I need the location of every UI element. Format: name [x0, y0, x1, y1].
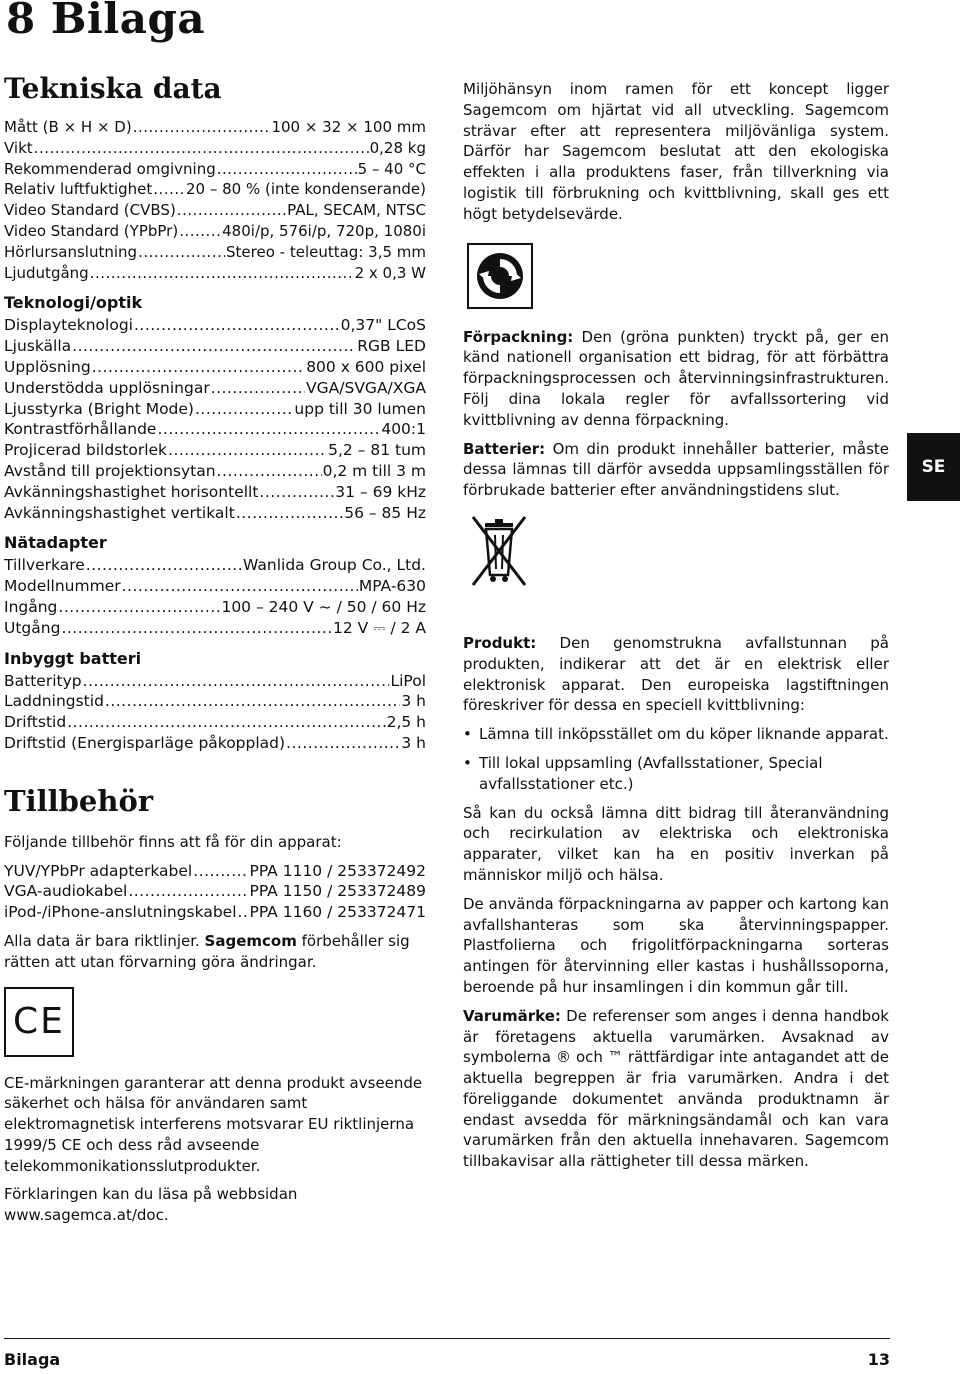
- paper-paragraph: De använda förpackningarna av papper och kartong kan avfallshanteras som ska återvinningspapper. Plastfolierna och frigolitförpackningarna sorteras antingen för återvinning eller kastas i hushållssoporna, beroende på hur insamlingen i din kommun går till.: [463, 894, 889, 996]
- spec-label: Ljudutgång: [4, 263, 89, 282]
- spec-value: Stereo - teleuttag: 3,5 mm: [226, 242, 426, 261]
- spec-label: Avstånd till projektionsytan: [4, 461, 216, 480]
- spec-row: [4, 419, 426, 440]
- spec-value: MPA-630: [358, 577, 426, 596]
- chapter-title: 8 Bilaga: [6, 0, 206, 43]
- product-text: Den genomstrukna avfallstunnan på produkten, indikerar att det är en elektrisk eller elektronisk apparat. Den europeiska lagstiftningen föreskriver för dessa en speciell kvittblivning:: [463, 633, 889, 715]
- spec-label: Understödda upplösningar: [4, 378, 210, 397]
- spec-value: PPA 1160 / 253372471: [249, 903, 426, 922]
- ce-text: CE-märkningen garanterar att denna produkt avseende säkerhet och hälsa för användaren samt elektromagnetisk interferens motsvarar EU riktlinjerna 1999/5 CE och dess råd avseende telekommonikationsslutprodukter.: [4, 1073, 423, 1175]
- packaging-text: Den (gröna punkten) tryckt på, ger en känd nationell organisation ett bidrag, för att förbättra förpackningsprocessen och återvinningsinfrastrukturen. Följ dina lokala regler för avfallssortering vid kvittblivning av denna förpackning.: [463, 327, 889, 429]
- accessories-heading: Tillbehör: [4, 783, 154, 818]
- optics-spec-list: [4, 315, 426, 523]
- crossed-bin-icon: [469, 513, 529, 593]
- spec-row: [4, 378, 426, 399]
- footer-divider: [4, 1338, 890, 1339]
- trademark-label: Varumärke:: [463, 1006, 561, 1025]
- dot-leader: [86, 555, 242, 576]
- spec-value: PPA 1150 / 253372489: [249, 882, 426, 901]
- dot-leader: [195, 399, 293, 420]
- spec-value: 400:1: [381, 420, 426, 439]
- environment-intro: Miljöhänsyn inom ramen för ett koncept ligger Sagemcom om hjärtat vid all utveckling. Sagemcom strävar efter att representera miljövänliga system. Därför har Sagemcom beslutat att den ekologiska effekten i alla produktens faser, från tillverkning via logistik till förbrukning och kvittblivning, skall ges ett högt betydelsevärde.: [463, 80, 889, 223]
- note-brand: Sagemcom: [204, 931, 297, 950]
- spec-label: Mått (B × H × D): [4, 118, 132, 136]
- spec-value: 100 × 32 × 100 mm: [271, 118, 426, 136]
- dot-leader: [157, 419, 380, 440]
- dot-leader: [128, 881, 248, 902]
- spec-value: Wanlida Group Co., Ltd.: [243, 556, 426, 575]
- spec-value: 5,2 – 81 tum: [328, 441, 426, 460]
- spec-value: upp till 30 lumen: [294, 399, 426, 418]
- product-paragraph: [463, 633, 889, 716]
- dot-leader: [179, 221, 221, 242]
- adapter-heading: Nätadapter: [4, 533, 107, 553]
- spec-value: 100 – 240 V ~ / 50 / 60 Hz: [221, 597, 426, 616]
- dot-leader: [286, 733, 400, 754]
- spec-value: LiPol: [390, 671, 426, 690]
- dot-leader: [133, 117, 271, 138]
- spec-row: [4, 179, 426, 200]
- spec-label: iPod-/iPhone-anslutningskabel: [4, 903, 237, 922]
- dot-leader: [92, 357, 306, 378]
- spec-row: [4, 242, 426, 263]
- batteries-label: Batterier:: [463, 439, 546, 458]
- weee-symbol: [469, 513, 529, 593]
- spec-label: Avkänningshastighet vertikalt: [4, 503, 235, 522]
- spec-label: Relativ luftfuktighet: [4, 180, 153, 199]
- spec-row: [4, 712, 426, 733]
- dot-leader: [90, 263, 354, 284]
- dot-leader: [193, 861, 248, 882]
- spec-label: Batterityp: [4, 671, 82, 690]
- spec-label: Displayteknologi: [4, 316, 133, 335]
- spec-row: [4, 576, 426, 597]
- spec-row: [4, 881, 426, 902]
- spec-label: Ljuskälla: [4, 337, 72, 356]
- dot-leader: [236, 503, 343, 524]
- dot-leader: [259, 482, 334, 503]
- spec-value: 3 h: [401, 733, 426, 752]
- spec-row: [4, 200, 426, 221]
- ce-logo-text: CE: [13, 1001, 65, 1042]
- spec-label: Driftstid (Energisparläge påkopplad): [4, 733, 286, 752]
- product-label: Produkt:: [463, 633, 537, 652]
- spec-value: PAL, SECAM, NTSC: [287, 201, 426, 220]
- spec-row: [4, 618, 426, 639]
- batteries-paragraph: [463, 439, 889, 501]
- spec-row: [4, 503, 426, 524]
- dot-leader: [211, 378, 305, 399]
- recycle-paragraph: Så kan du också lämna ditt bidrag till återanvändning och recirkulation av elektriska och elektroniska apparater, vilket kan ha en positiv inverkan på människor miljö och hälsa.: [463, 803, 889, 884]
- spec-value: 12 V ⎓ / 2 A: [332, 618, 426, 637]
- spec-label: YUV/YPbPr adapterkabel: [4, 861, 193, 880]
- spec-row: [4, 357, 426, 378]
- battery-heading: Inbyggt batteri: [4, 648, 142, 668]
- spec-label: Rekommenderad omgivning: [4, 159, 216, 178]
- spec-label: Utgång: [4, 618, 61, 637]
- spec-row: [4, 733, 426, 754]
- spec-value: 800 x 600 pixel: [306, 357, 426, 376]
- spec-label: Ljusstyrka (Bright Mode): [4, 399, 194, 418]
- spec-row: [4, 440, 426, 461]
- spec-label: Video Standard (YPbPr): [4, 221, 179, 240]
- spec-value: 0,28 kg: [369, 138, 426, 157]
- adapter-spec-list: [4, 555, 426, 638]
- dot-leader: [138, 242, 225, 263]
- spec-value: 56 – 85 Hz: [344, 503, 426, 522]
- disposal-bullets: [463, 724, 889, 794]
- batteries-text: Om din produkt innehåller batterier, måste dessa lämnas till därför avsedda uppsamlingsställen för förbrukade batterier efter användningstidens slut.: [463, 439, 889, 500]
- ce-web-text: Förklaringen kan du läsa på webbsidan www.sagemca.at/doc.: [4, 1185, 298, 1225]
- dot-leader: [58, 597, 220, 618]
- dot-leader: [134, 315, 340, 336]
- spec-value: 3 h: [401, 692, 426, 711]
- ce-mark-icon: [4, 987, 74, 1057]
- dot-leader: [67, 712, 385, 733]
- general-spec-list: [4, 117, 426, 283]
- note-prefix: Alla data är bara riktlinjer.: [4, 931, 205, 950]
- dot-leader: [153, 179, 185, 200]
- spec-value: 20 – 80 % (inte kondenserande): [185, 180, 426, 199]
- optics-heading: Teknologi/optik: [4, 293, 143, 313]
- footer-section-name: Bilaga: [4, 1350, 61, 1369]
- spec-label: Modellnummer: [4, 577, 121, 596]
- tech-data-heading: Tekniska data: [4, 72, 222, 105]
- spec-row: [4, 159, 426, 180]
- spec-label: Avkänningshastighet horisontellt: [4, 482, 259, 501]
- dot-leader: [122, 576, 358, 597]
- accessories-note: [4, 931, 426, 973]
- right-column: [463, 79, 889, 1180]
- dot-leader: [105, 691, 400, 712]
- dot-leader: [217, 159, 357, 180]
- spec-value: 2 x 0,3 W: [354, 263, 426, 282]
- list-item: • Till lokal uppsamling (Avfallsstationer, Special avfallsstationer etc.): [463, 753, 823, 793]
- dot-leader: [238, 902, 249, 923]
- spec-row: [4, 691, 426, 712]
- spec-row: [4, 399, 426, 420]
- dot-leader: [83, 671, 390, 692]
- spec-value: VGA/SVGA/XGA: [306, 378, 426, 397]
- spec-value: 480i/p, 576i/p, 720p, 1080i: [222, 221, 426, 240]
- list-item: • Lämna till inköpsstället om du köper liknande apparat.: [463, 725, 889, 744]
- spec-row: [4, 671, 426, 692]
- spec-label: Laddningstid: [4, 692, 104, 711]
- dot-leader: [168, 440, 327, 461]
- spec-label: Kontrastförhållande: [4, 420, 157, 439]
- left-column: [4, 72, 426, 1234]
- dot-leader: [61, 618, 332, 639]
- spec-label: Ingång: [4, 597, 58, 616]
- spec-value: 0,37" LCoS: [340, 316, 426, 335]
- packaging-label: Förpackning:: [463, 327, 574, 346]
- spec-row: [4, 138, 426, 159]
- spec-row: [4, 597, 426, 618]
- green-dot-recycling-icon: [467, 243, 533, 309]
- spec-row: [4, 902, 426, 923]
- spec-row: [4, 555, 426, 576]
- spec-row: [4, 263, 426, 284]
- spec-label: Video Standard (CVBS): [4, 201, 176, 220]
- spec-value: RGB LED: [357, 337, 426, 356]
- spec-row: [4, 482, 426, 503]
- language-tab: SE: [907, 433, 960, 501]
- spec-label: Hörlursanslutning: [4, 242, 138, 261]
- spec-row: [4, 117, 426, 138]
- dot-leader: [177, 200, 286, 221]
- spec-value: PPA 1110 / 253372492: [249, 861, 426, 880]
- trademark-text: De referenser som anges i denna handbok är företagens aktuella varumärken. Avsaknad av symbolerna ® och ™ rättfärdigar inte antagandet att de aktuella begreppen är fria varumärken. Andra i det föreliggande dokumentet använda produktnamn är endast avsedda för märkningsändamål och kan vara varumärken från den aktuella innehavaren. Sagemcom tillbakavisar alla rättigheter till dessa märken.: [463, 1006, 889, 1171]
- battery-spec-list: [4, 671, 426, 754]
- accessories-intro: Följande tillbehör finns att få för din apparat:: [4, 832, 342, 851]
- spec-value: 31 – 69 kHz: [335, 482, 426, 501]
- spec-row: [4, 315, 426, 336]
- spec-label: Projicerad bildstorlek: [4, 441, 168, 460]
- spec-label: Tillverkare: [4, 556, 85, 575]
- dot-leader: [72, 336, 356, 357]
- spec-row: [4, 221, 426, 242]
- trademark-paragraph: [463, 1006, 889, 1172]
- accessories-list: [4, 861, 426, 923]
- spec-label: Upplösning: [4, 357, 91, 376]
- spec-label: Vikt: [4, 138, 33, 157]
- spec-row: [4, 461, 426, 482]
- spec-row: [4, 861, 426, 882]
- dot-leader: [217, 461, 322, 482]
- spec-value: 5 – 40 °C: [357, 159, 426, 178]
- spec-value: 0,2 m till 3 m: [322, 461, 426, 480]
- spec-label: Driftstid: [4, 713, 67, 732]
- spec-label: VGA-audiokabel: [4, 882, 128, 901]
- note-suffix: förbehåller sig rätten att utan förvarning göra ändringar.: [4, 931, 410, 971]
- packaging-paragraph: [463, 327, 889, 431]
- spec-row: [4, 336, 426, 357]
- green-dot-symbol: [475, 251, 525, 301]
- spec-value: 2,5 h: [386, 713, 426, 732]
- page-number: 13: [867, 1350, 890, 1369]
- dot-leader: [34, 138, 369, 159]
